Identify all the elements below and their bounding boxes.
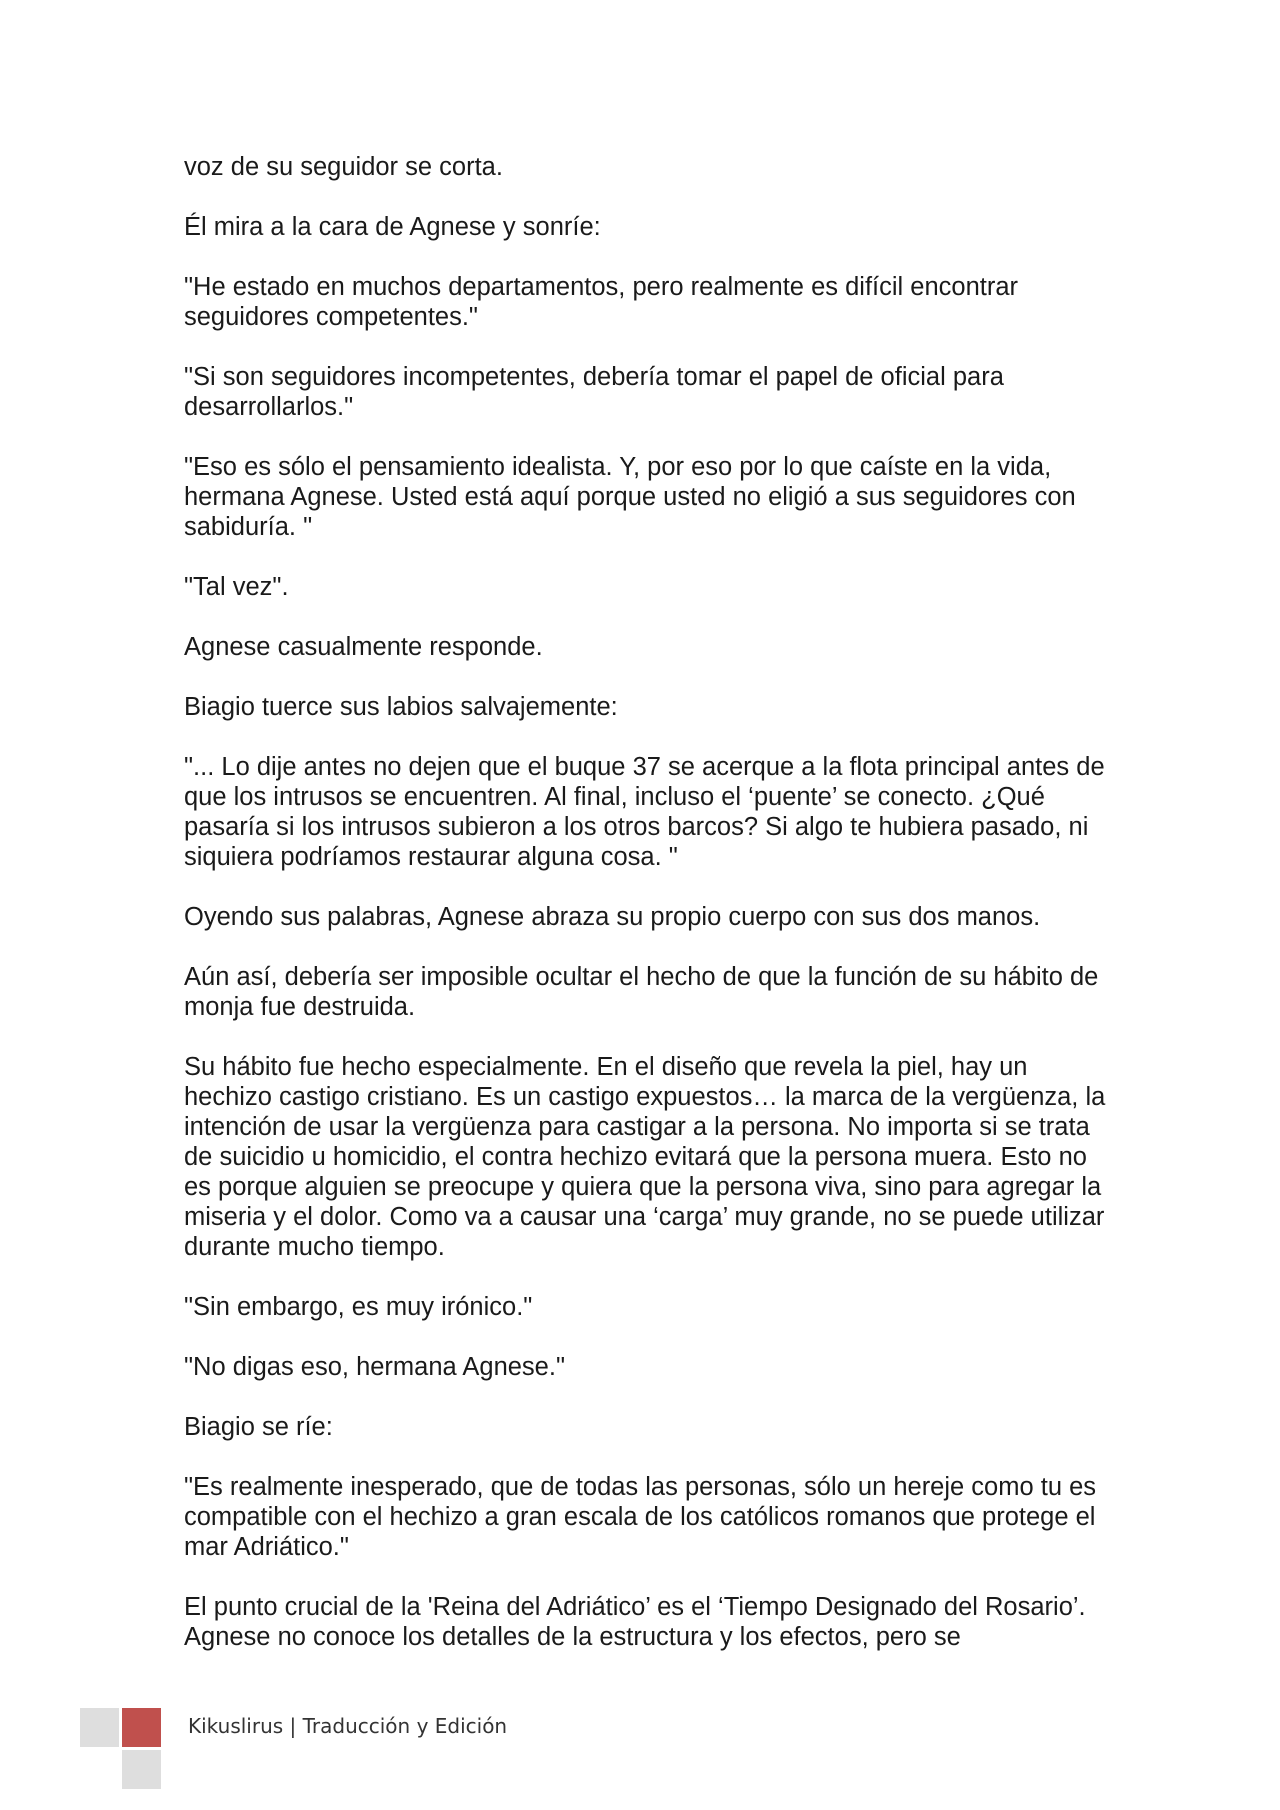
footer-red-square-icon — [122, 1708, 161, 1747]
paragraph: Su hábito fue hecho especialmente. En el diseño que revela la piel, hay un hechizo castigo cristiano. Es un castigo expuestos… la marca de la vergüenza, la intención de usar la vergüenza para castigar a la persona. No importa si se trata de suicidio u homicidio, el contra hechizo evitará que la persona muera. Esto no es porque alguien se preocupe y quiera que la persona viva, sino para agregar la miseria y el dolor. Como va a causar una ‘carga’ muy grande, no se puede utilizar durante mucho tiempo. — [184, 1053, 1106, 1261]
paragraph: "Tal vez". — [184, 573, 289, 601]
paragraph: Aún así, debería ser imposible ocultar el hecho de que la función de su hábito de monja fue destruida. — [184, 963, 1099, 1021]
paragraph: Él mira a la cara de Agnese y sonríe: — [184, 213, 601, 241]
paragraph: Biagio tuerce sus labios salvajemente: — [184, 693, 618, 721]
paragraph: Biagio se ríe: — [184, 1413, 333, 1441]
page-footer — [80, 1708, 680, 1790]
paragraph: "He estado en muchos departamentos, pero realmente es difícil encontrar seguidores competentes." — [184, 273, 1019, 331]
footer-credit: Kikuslirus | Traducción y Edición — [188, 1714, 508, 1738]
paragraph: "No digas eso, hermana Agnese." — [184, 1353, 566, 1381]
paragraph: El punto crucial de la 'Reina del Adriático’ es el ‘Tiempo Designado del Rosario’. Agnese no conoce los detalles de la estructura y los efectos, pero se — [184, 1593, 1086, 1651]
paragraph: voz de su seguidor se corta. — [184, 153, 503, 181]
paragraph: "Sin embargo, es muy irónico." — [184, 1293, 533, 1321]
paragraph: "Eso es sólo el pensamiento idealista. Y, por eso por lo que caíste en la vida, hermana Agnese. Usted está aquí porque usted no eligió a sus seguidores con sabiduría. " — [184, 453, 1076, 541]
paragraph: Oyendo sus palabras, Agnese abraza su propio cuerpo con sus dos manos. — [184, 903, 1041, 931]
paragraph: "Si son seguidores incompetentes, debería tomar el papel de oficial para desarrollarlos." — [184, 363, 1004, 421]
paragraph: "... Lo dije antes no dejen que el buque 37 se acerque a la flota principal antes de que los intrusos se encuentren. Al final, incluso el ‘puente’ se conecto. ¿Qué pasaría si los intrusos subieron a los otros barcos? Si algo te hubiera pasado, ni siquiera podríamos restaurar alguna cosa. " — [184, 753, 1105, 871]
footer-gray-square-icon — [122, 1750, 161, 1789]
paragraph: Agnese casualmente responde. — [184, 633, 543, 661]
footer-gray-square-icon — [80, 1708, 119, 1747]
page-body — [184, 152, 1114, 1682]
paragraph: "Es realmente inesperado, que de todas las personas, sólo un hereje como tu es compatible con el hechizo a gran escala de los católicos romanos que protege el mar Adriático." — [184, 1473, 1097, 1561]
